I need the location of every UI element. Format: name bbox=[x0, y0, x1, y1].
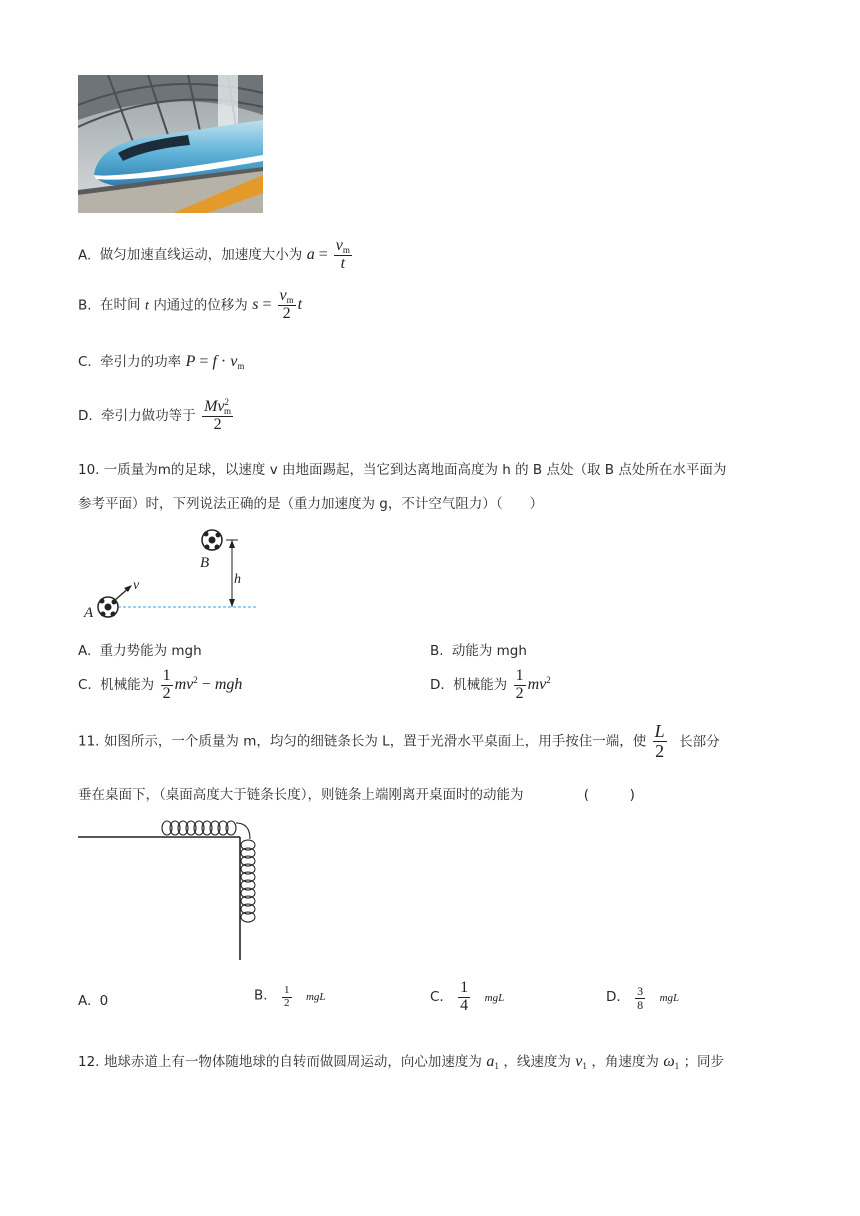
label-b: B bbox=[200, 555, 210, 571]
q11-option-c: C. $\frac{1}{4}$ mgL bbox=[430, 979, 505, 1014]
q11-option-b: B. $\frac{1}{2}$ mgL bbox=[254, 984, 326, 1009]
q10-option-b: B. 动能为 mgh bbox=[430, 643, 527, 659]
q9-option-c: C. 牵引力的功率 $P = f \cdot v_m$ bbox=[78, 353, 245, 371]
q10-stem-line2: 参考平面）时，下列说法正确的是（重力加速度为 g，不计空气阻力）（ ） bbox=[78, 496, 544, 512]
q9-option-b: B. 在时间 t 内通过的位移为 s = $\frac{v_m}{2}$ t bbox=[78, 287, 303, 323]
label-a: A bbox=[84, 605, 94, 621]
formula: $\frac{L}{2}$ bbox=[654, 721, 665, 761]
formula: $P = f \cdot v_m$ bbox=[185, 353, 245, 371]
formula: s = $\frac{v_m}{2}$ t bbox=[252, 287, 303, 323]
q10-option-a: A. 重力势能为 mgh bbox=[78, 643, 202, 659]
q11-option-a: A. 0 bbox=[78, 993, 109, 1009]
formula: a = $\frac{v_m}{t}$ bbox=[306, 237, 350, 273]
label-v: v bbox=[133, 578, 140, 593]
q11-stem-line1: 11. 如图所示，一个质量为 m，均匀的细链条长为 L，置于光滑水平桌面上，用手按住一端，使 $\frac{L}{2}$ 长部分 bbox=[78, 721, 720, 761]
label-h: h bbox=[234, 572, 241, 587]
q11-option-d: D. $\frac{3}{8}$ mgL bbox=[606, 984, 680, 1012]
q10-stem-line1: 10. 一质量为m的足球，以速度 v 由地面踢起，当它到达离地面高度为 h 的 B 点处（取 B 点处所在水平面为 bbox=[78, 462, 727, 478]
formula: $\frac{Mv^2_m}{2}$ bbox=[204, 397, 232, 434]
train-photo bbox=[78, 75, 263, 213]
formula: $\frac{1}{2}$ $mv^2$ − mgh bbox=[162, 667, 243, 702]
ball-b bbox=[202, 530, 222, 550]
q11-stem-line2: 垂在桌面下，（桌面高度大于链条长度），则链条上端刚离开桌面时的动能为 ( ) bbox=[78, 787, 635, 803]
q10-figure bbox=[78, 525, 263, 625]
q9-option-d: D. 牵引力做功等于 $\frac{Mv^2_m}{2}$ bbox=[78, 398, 235, 434]
q10-option-c: C. 机械能为 $\frac{1}{2}$ $mv^2$ − mgh bbox=[78, 667, 243, 702]
q9-option-a: A. 做匀加速直线运动，加速度大小为 a = $\frac{v_m}{t}$ bbox=[78, 238, 354, 273]
q12-stem: 12. 地球赤道上有一物体随地球的自转而做圆周运动，向心加速度为 $a_1$ ，线速度为 $v_1$ ，角速度为 $\omega_1$ ；同步 bbox=[78, 1053, 725, 1071]
formula: $\frac{1}{2}$ $mv^2$ bbox=[515, 667, 551, 702]
q11-chain-figure bbox=[78, 815, 268, 963]
q10-option-d: D. 机械能为 $\frac{1}{2}$ $mv^2$ bbox=[430, 667, 551, 702]
